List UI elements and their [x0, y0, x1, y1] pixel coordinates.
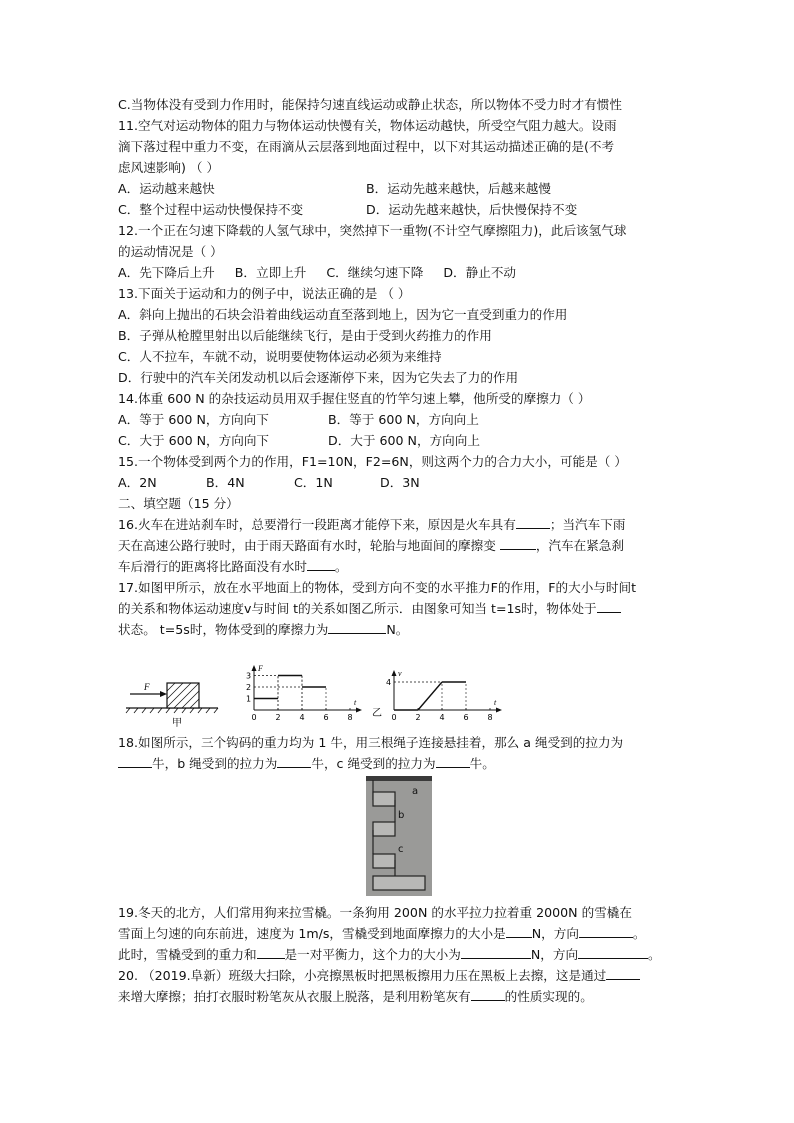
question-18-text: 18.如图所示，三个钩码的重力均为 1 牛，用三根绳子连接悬挂着，那么 a 绳受到的拉力为: [118, 735, 624, 750]
rope-label-a: a: [412, 786, 419, 797]
question-12-options: [118, 262, 678, 283]
y-tick-label: 1: [246, 694, 252, 704]
graph-f-t: [242, 640, 362, 724]
figure-jia: [122, 650, 222, 730]
option-d: D．3N: [380, 475, 420, 490]
text: 状态。 t=5s时，物体受到的摩擦力为: [118, 622, 329, 637]
x-tick-label: 6: [323, 713, 329, 722]
option-d: D．行驶中的汽车关闭发动机以后会逐渐停下来，因为它失去了力的作用: [118, 370, 519, 385]
option-d: D．运动先越来越快，后快慢保持不变: [366, 202, 578, 217]
text: 来增大摩擦；拍打衣服时粉笔灰从衣服上脱落，是利用粉笔灰有: [118, 989, 471, 1004]
y-axis-label: v: [398, 669, 402, 678]
option-a: A．2N: [118, 475, 157, 490]
option-b: B．子弹从枪膛里射出以后能继续飞行，是由于受到火药推力的作用: [118, 328, 492, 343]
x-tick-label: 6: [463, 713, 469, 722]
question-11-text: 虑风速影响) （ ）: [118, 160, 220, 175]
answer-blank[interactable]: [500, 535, 536, 550]
figure-caption-jia: 甲: [172, 718, 182, 729]
text: 。: [648, 947, 661, 962]
text: N，方向: [530, 947, 579, 962]
x-axis-label: t: [354, 698, 357, 707]
question-15-text: 15.一个物体受到两个力的作用，F1=10N，F2=6N，则这两个力的合力大小，可能是（ ）: [118, 454, 627, 469]
answer-blank[interactable]: [597, 598, 621, 613]
question-20-text: [118, 965, 678, 986]
question-13-text: 13.下面关于运动和力的例子中，说法正确的是 （ ）: [118, 286, 411, 301]
option-c: C．大于 600 N，方向向下: [118, 433, 270, 448]
answer-blank[interactable]: [578, 944, 648, 959]
option-d: D．大于 600 N，方向向上: [328, 433, 480, 448]
question-18-text: [118, 753, 678, 774]
figure-17: [118, 640, 678, 732]
question-12-text: 12.一个正在匀速下降载的人氢气球中，突然掉下一重物(不计空气摩擦阻力)，此后该氢气球: [118, 223, 627, 238]
question-12-text: 的运动情况是（ ）: [118, 244, 223, 259]
text: 。: [632, 926, 646, 941]
x-axis-label: t: [494, 698, 497, 707]
text: 牛，b 绳受到的拉力为: [152, 756, 278, 771]
y-tick-label: 4: [386, 678, 392, 687]
x-tick-label: 4: [439, 713, 445, 722]
weight: [373, 822, 395, 836]
answer-blank[interactable]: [257, 944, 285, 959]
question-14-options: [118, 409, 678, 430]
option-b: B．运动先越来越快，后越来越慢: [366, 181, 551, 196]
x-tick-label: 8: [487, 713, 493, 722]
option-c: C．继续匀速下降: [326, 265, 424, 280]
graph-v-t: [366, 640, 506, 724]
text: ；当汽车下雨: [549, 517, 626, 532]
question-11-text: 11.空气对运动物体的阻力与物体运动快慢有关，物体运动越快，所受空气阻力越大。设雨: [118, 118, 617, 133]
y-tick-label: 3: [246, 671, 252, 681]
text: 16.火车在进站刹车时，总要滑行一段距离才能停下来，原因是火车具有: [118, 517, 516, 532]
rope-label-c: c: [398, 844, 404, 855]
y-axis-label: F: [258, 664, 263, 673]
answer-blank[interactable]: [328, 619, 386, 634]
force-label: F: [144, 682, 150, 692]
answer-blank[interactable]: [436, 753, 470, 768]
question-16-text: [118, 514, 678, 535]
text: N，方向: [531, 926, 579, 941]
question-16-text: [118, 556, 678, 577]
section-heading: 二、填空题（15 分）: [118, 496, 239, 511]
plot-v-t: [386, 669, 502, 722]
answer-blank[interactable]: [516, 514, 550, 529]
question-11-text: 滴下落过程中重力不变，在雨滴从云层落到地面过程中，以下对其运动描述正确的是(不考: [118, 139, 615, 154]
x-axis-arrow: [356, 708, 362, 713]
exam-page: [118, 94, 678, 1007]
text: 车后滑行的距离将比路面没有水时: [118, 559, 307, 574]
text: ，汽车在紧急刹: [535, 538, 624, 553]
question-17-text: [118, 619, 678, 640]
text: 牛。: [469, 756, 495, 771]
text: 。: [334, 559, 348, 574]
answer-blank[interactable]: [606, 965, 640, 980]
figure-caption-yi: 乙: [372, 708, 382, 719]
answer-blank[interactable]: [461, 944, 531, 959]
text: 牛，c 绳受到的拉力为: [311, 756, 436, 771]
text: 此时，雪橇受到的重力和: [118, 947, 257, 962]
x-tick-label: 0: [251, 713, 257, 722]
x-tick-label: 8: [347, 713, 353, 722]
question-14-options: [118, 430, 678, 451]
x-tick-label: 4: [299, 713, 305, 722]
text: 是一对平衡力，这个力的大小为: [284, 947, 461, 962]
question-17-text: [118, 598, 678, 619]
question-19-text: 19.冬天的北方，人们常用狗来拉雪橇。一条狗用 200N 的水平拉力拉着重 2000N 的雪橇在: [118, 905, 632, 920]
answer-blank[interactable]: [118, 753, 152, 768]
answer-blank[interactable]: [277, 753, 311, 768]
question-20-text: [118, 986, 678, 1007]
question-15-options: [118, 472, 678, 493]
weight: [373, 854, 395, 868]
x-tick-label: 2: [415, 713, 421, 722]
x-tick-label: 2: [275, 713, 281, 722]
option-b: B．等于 600 N，方向向上: [328, 412, 479, 427]
weight: [373, 792, 395, 806]
option-b: B．4N: [206, 475, 245, 490]
x-tick-label: 0: [391, 713, 397, 722]
hook-weights-photo: [366, 776, 432, 896]
answer-blank[interactable]: [307, 556, 335, 571]
question-11-options: [118, 178, 678, 199]
option-a: A．先下降后上升: [118, 265, 215, 280]
answer-blank[interactable]: [506, 923, 532, 938]
y-axis-arrow: [392, 670, 397, 676]
question-10-option-c: C.当物体没有受到力作用时，能保持匀速直线运动或静止状态，所以物体不受力时才有惯性: [118, 97, 622, 112]
weight: [373, 876, 425, 890]
question-11-options: [118, 199, 678, 220]
question-14-text: 14.体重 600 N 的杂技运动员用双手握住竖直的竹竿匀速上攀，他所受的摩擦力（ ）: [118, 391, 591, 406]
option-c: C．整个过程中运动快慢保持不变: [118, 202, 304, 217]
option-c: C．1N: [294, 475, 333, 490]
option-c: C．人不拉车，车就不动，说明要使物体运动必须为来维持: [118, 349, 442, 364]
rope-label-b: b: [398, 810, 405, 821]
x-axis-arrow: [496, 708, 502, 713]
option-d: D．静止不动: [443, 265, 517, 280]
option-b: B．立即上升: [234, 265, 307, 280]
answer-blank[interactable]: [579, 923, 633, 938]
option-a: A．等于 600 N，方向向下: [118, 412, 269, 427]
text: N。: [386, 622, 409, 637]
text: 雪面上匀速的向东前进，速度为 1m/s，雪橇受到地面摩擦力的大小是: [118, 926, 506, 941]
y-axis-arrow: [252, 665, 257, 671]
text: 的关系和物体运动速度v与时间 t的关系如图乙所示．由图象可知当 t=1s时，物体处于: [118, 601, 597, 616]
text: 20. （2019.阜新）班级大扫除，小亮擦黑板时把黑板擦用力压在黑板上去擦，这是通过: [118, 968, 607, 983]
data-segment: [418, 682, 442, 710]
figure-18: [118, 774, 678, 902]
question-17-text: 17.如图甲所示，放在水平地面上的物体，受到方向不变的水平推力F的作用，F的大小与时间t: [118, 580, 637, 595]
question-19-text: [118, 923, 678, 944]
option-a: A．运动越来越快: [118, 181, 215, 196]
option-a: A．斜向上抛出的石块会沿着曲线运动直至落到地上，因为它一直受到重力的作用: [118, 307, 568, 322]
text: 天在高速公路行驶时，由于雨天路面有水时，轮胎与地面间的摩擦变: [118, 538, 500, 553]
question-16-text: [118, 535, 678, 556]
answer-blank[interactable]: [471, 986, 505, 1001]
y-tick-label: 2: [246, 683, 252, 692]
question-19-text: [118, 944, 678, 965]
plot-f-t: [246, 664, 362, 722]
text: 的性质实现的。: [504, 989, 593, 1004]
